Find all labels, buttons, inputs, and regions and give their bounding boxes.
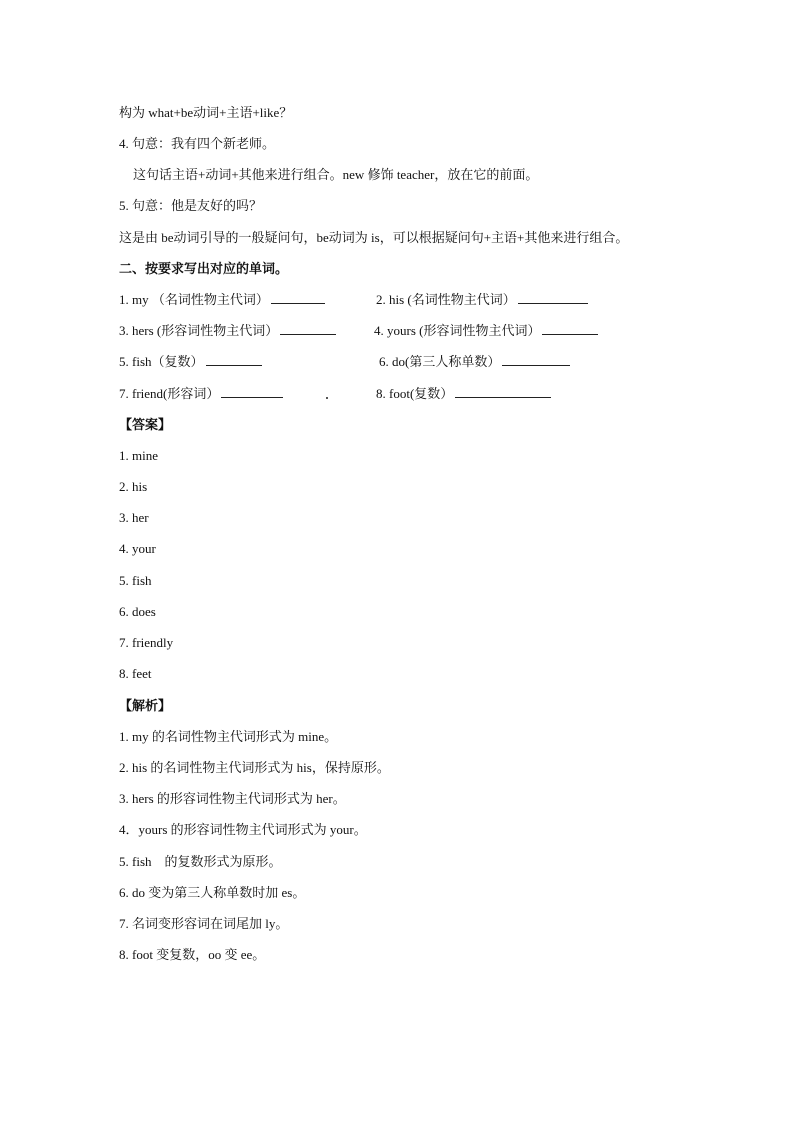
analysis-line-1: 构为 what+be动词+主语+like？ [119,105,293,120]
answer-item: 7. friendly [119,635,174,650]
exercise-label: 2. his (名词性物主代词） [376,292,516,307]
answer-item: 3. her [119,510,149,525]
explanation-item: 3. hers 的形容词性物主代词形式为 her。 [119,791,346,806]
answer-item: 2. his [119,479,148,494]
answer-blank[interactable] [455,385,551,398]
exercise-item [119,353,262,371]
exercise-item [376,291,588,309]
exercise-item [119,322,336,340]
answer-blank[interactable] [542,322,598,335]
explanation-item: 5. fish 的复数形式为原形。 [119,854,282,869]
explanation-item: 6. do 变为第三人称单数时加 es。 [119,885,306,900]
exercise-label: 4. yours (形容词性物主代词） [374,323,541,338]
analysis-line-2: 4. 句意：我有四个新老师。 [119,136,276,151]
section-heading: 二、按要求写出对应的单词。 [119,261,289,276]
exercise-label: 6. do(第三人称单数） [379,354,501,369]
exercise-label: 7. friend(形容词） [119,386,220,401]
answer-blank[interactable] [502,353,570,366]
answer-item: 4. your [119,541,156,556]
answer-blank[interactable] [206,353,262,366]
explanation-item: 4．yours 的形容词性物主代词形式为 your。 [119,822,367,837]
analysis-line-3: 这句话主语+动词+其他来进行组合。new 修饰 teacher，放在它的前面。 [133,167,539,182]
exercise-label: 5. fish（复数） [119,354,204,369]
exercise-label: 3. hers (形容词性物主代词） [119,323,279,338]
stray-dot [326,397,328,399]
explanation-item: 8. foot 变复数，oo 变 ee。 [119,947,266,962]
exercise-item [374,322,598,340]
exercise-label: 8. foot(复数） [376,386,454,401]
exercise-item [119,291,325,309]
answers-heading: 【答案】 [119,417,172,432]
answer-blank[interactable] [221,385,283,398]
analysis-line-5: 这是由 be动词引导的一般疑问句，be动词为 is，可以根据疑问句+主语+其他来进行组合。 [119,230,629,245]
explanations-heading: 【解析】 [119,698,172,713]
explanation-item: 7. 名词变形容词在词尾加 ly。 [119,916,289,931]
exercise-label: 1. my （名词性物主代词） [119,292,269,307]
exercise-item [379,353,570,371]
exercise-item [376,385,551,403]
analysis-line-4: 5. 句意：他是友好的吗？ [119,198,263,213]
answer-item: 6. does [119,604,156,619]
answer-item: 5. fish [119,573,152,588]
answer-item: 8. feet [119,666,152,681]
answer-blank[interactable] [280,322,336,335]
answer-blank[interactable] [271,291,325,304]
answer-blank[interactable] [518,291,588,304]
answer-item: 1. mine [119,448,158,463]
explanation-item: 2. his 的名词性物主代词形式为 his，保持原形。 [119,760,390,775]
explanation-item: 1. my 的名词性物主代词形式为 mine。 [119,729,338,744]
exercise-item [119,385,283,403]
